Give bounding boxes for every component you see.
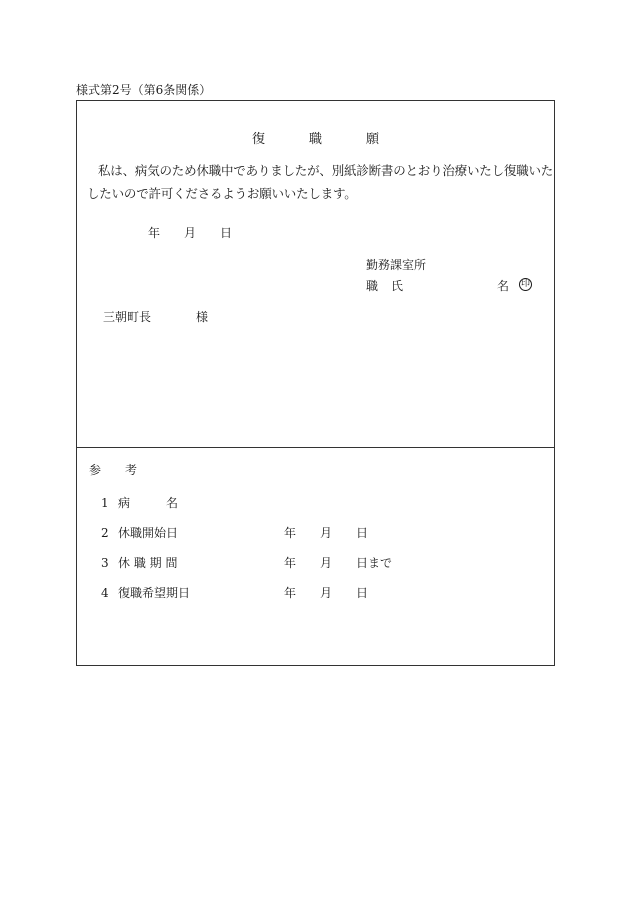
ref-item-4-num: 4 <box>101 586 109 600</box>
section-divider <box>76 447 555 448</box>
date-day: 日 <box>220 226 233 240</box>
reference-heading-2: 考 <box>125 463 138 477</box>
ref-item-3-day: 日まで <box>356 556 393 570</box>
ref-item-3-label: 休 職 期 間 <box>118 556 178 570</box>
ref-item-2-day: 日 <box>356 526 369 540</box>
ref-item-2-label: 休職開始日 <box>118 526 179 540</box>
ref-item-4-month: 月 <box>320 586 333 600</box>
ref-item-2-month: 月 <box>320 526 333 540</box>
ref-item-1-num: 1 <box>101 496 109 510</box>
ref-item-1-label-1: 病 <box>118 496 131 510</box>
seal-mark: 印 <box>520 279 530 289</box>
ref-item-3-year: 年 <box>284 556 297 570</box>
date-month: 月 <box>184 226 197 240</box>
form-number: 様式第2号（第6条関係） <box>76 83 212 97</box>
ref-item-4-year: 年 <box>284 586 297 600</box>
addressee-honorific: 様 <box>196 310 209 324</box>
workplace-label: 勤務課室所 <box>366 258 427 272</box>
body-line-2: したいので許可くださるようお願いいたします。 <box>87 186 357 201</box>
name-label-1: 氏 <box>391 279 404 293</box>
form-frame <box>76 100 555 666</box>
title-char-1: 復 <box>252 132 266 147</box>
title-char-3: 願 <box>366 132 380 147</box>
addressee-name: 三朝町長 <box>103 310 152 324</box>
ref-item-1-label-2: 名 <box>166 496 179 510</box>
ref-item-2-num: 2 <box>101 526 109 540</box>
title-char-2: 職 <box>309 132 323 147</box>
ref-item-2-year: 年 <box>284 526 297 540</box>
ref-item-3-num: 3 <box>101 556 109 570</box>
body-line-1: 私は、病気のため休職中でありましたが、別紙診断書のとおり治療いたし復職いた <box>98 163 554 178</box>
date-year: 年 <box>148 226 161 240</box>
reference-heading-1: 参 <box>89 463 102 477</box>
position-label: 職 <box>366 279 379 293</box>
ref-item-4-label: 復職希望期日 <box>118 586 191 600</box>
ref-item-3-month: 月 <box>320 556 333 570</box>
ref-item-4-day: 日 <box>356 586 369 600</box>
name-label-2: 名 <box>497 279 510 293</box>
